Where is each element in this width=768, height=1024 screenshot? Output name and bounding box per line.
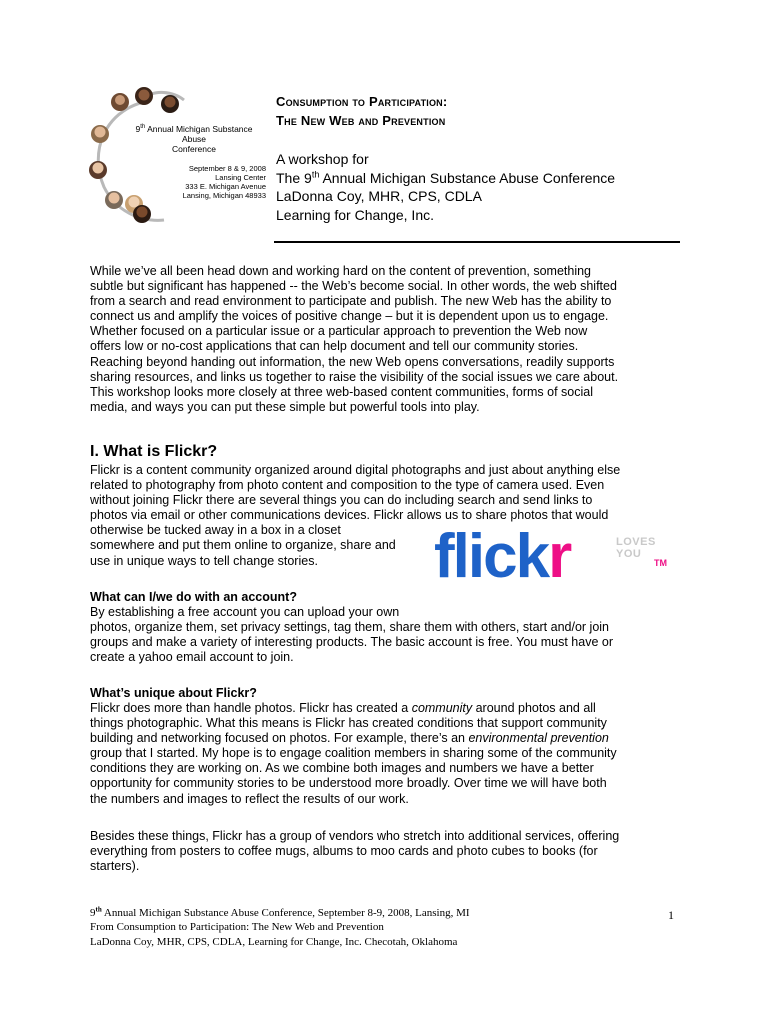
text-line: conditions they are working on. As we combine both images and numbers we have a better bbox=[90, 761, 594, 776]
text-line: photos, organize them, set privacy settings, tag them, share them with others, start and/or join bbox=[90, 620, 610, 635]
text-line: Besides these things, Flickr has a group of vendors who stretch into additional services, offering bbox=[90, 829, 620, 843]
conference-faces-graphic bbox=[84, 82, 270, 228]
text-line: Flickr is a content community organized around digital photographs and just about anything else bbox=[90, 463, 621, 477]
text-line: connect us and amplify the voices of positive change – but it is dependent upon us to engage. bbox=[90, 309, 609, 324]
title-line: The New Web and Prevention bbox=[276, 113, 446, 128]
account-paragraph bbox=[90, 605, 690, 665]
conference-venue: Lansing Center bbox=[215, 173, 266, 182]
footer-line: 9th Annual Michigan Substance Abuse Conference, September 8-9, 2008, Lansing, MI bbox=[90, 905, 470, 919]
page-number: 1 bbox=[668, 908, 674, 922]
subsection-heading: What’s unique about Flickr? bbox=[90, 686, 257, 700]
subtitle-line: A workshop for bbox=[276, 151, 369, 167]
footer-line: From Consumption to Participation: The New Web and Prevention bbox=[90, 921, 384, 934]
text-line: While we’ve all been head down and working hard on the content of prevention, something bbox=[90, 264, 592, 278]
subsection-heading: What can I/we do with an account? bbox=[90, 590, 297, 604]
conference-city: Lansing, Michigan 48933 bbox=[182, 191, 266, 200]
text-line: somewhere and put them online to organize, share and bbox=[90, 538, 396, 553]
trademark-mark: TM bbox=[654, 558, 667, 568]
footer-line: LaDonna Coy, MHR, CPS, CDLA, Learning for Change, Inc. Checotah, Oklahoma bbox=[90, 935, 458, 948]
text-line: By establishing a free account you can upload your own bbox=[90, 605, 400, 619]
unique-paragraph bbox=[90, 701, 690, 807]
face-icon bbox=[133, 205, 151, 223]
text-line: from a search and read environment to participate and publish. The new Web has the ability to bbox=[90, 294, 612, 309]
text-line: photos via email or other communications devices. Flickr allows us to share photos that would bbox=[90, 508, 609, 523]
conference-street: 333 E. Michigan Avenue bbox=[185, 182, 266, 191]
conference-logo bbox=[84, 82, 270, 228]
page-footer bbox=[90, 906, 470, 949]
text-line: group that I started. My hope is to engage coalition members in sharing some of the community bbox=[90, 746, 617, 761]
face-icon bbox=[161, 95, 179, 113]
text-line: This workshop looks more closely at three web-based content communities, forms of social bbox=[90, 384, 593, 399]
document-title bbox=[276, 92, 447, 130]
title-line: Consumption to Participation: bbox=[276, 94, 448, 109]
subtitle-line: The 9th Annual Michigan Substance Abuse Conference bbox=[276, 168, 616, 186]
text-line: Reaching beyond handing out information, the new Web opens conversations, readily supports bbox=[90, 354, 615, 369]
face-icon bbox=[105, 191, 123, 209]
face-icon bbox=[135, 87, 153, 105]
face-icon bbox=[91, 125, 109, 143]
section-heading: I. What is Flickr? bbox=[90, 443, 218, 460]
intro-paragraph bbox=[90, 264, 690, 415]
conference-date: September 8 & 9, 2008 bbox=[188, 164, 266, 173]
text-line: groups and make a variety of interesting products. The basic account is free. You must have or bbox=[90, 635, 613, 650]
text-line: starters). bbox=[90, 859, 140, 874]
header-divider bbox=[274, 241, 680, 243]
text-line: otherwise be tucked away in a box in a closet bbox=[90, 523, 341, 538]
flickr-logo bbox=[430, 522, 684, 594]
text-line: everything from posters to coffee mugs, albums to moo cards and photo cubes to books (for bbox=[90, 844, 598, 859]
text-line: Whether focused on a particular issue or a particular approach to prevention the Web now bbox=[90, 324, 588, 339]
conference-logo-title: 9th Annual Michigan Substance Abuse Conference bbox=[135, 124, 253, 154]
text-line: media, and ways you can put these simple but powerful tools into play. bbox=[90, 399, 480, 414]
flickr-wordmark: flickr bbox=[434, 522, 571, 591]
text-line: building and networking focused on photos. For example, there’s an environmental prevention bbox=[90, 731, 609, 746]
text-line: without joining Flickr there are several things you can do including search and send links to bbox=[90, 493, 593, 508]
author-line: LaDonna Coy, MHR, CPS, CDLA bbox=[276, 188, 482, 204]
vendors-paragraph bbox=[90, 829, 690, 874]
face-icon bbox=[89, 161, 107, 179]
text-line: things photographic. What this means is Flickr has created conditions that support community bbox=[90, 716, 607, 731]
text-line: opportunity for community stories to be understood more broadly. Over time we will have both bbox=[90, 776, 607, 791]
text-line: related to photography from photo content and composition to the type of camera used. Even bbox=[90, 478, 605, 493]
text-line: Flickr does more than handle photos. Flickr has created a community around photos and all bbox=[90, 701, 596, 715]
organization-line: Learning for Change, Inc. bbox=[276, 206, 434, 223]
text-line: the numbers and images to reflect the results of our work. bbox=[90, 791, 409, 806]
flickr-tagline: LOVES YOU bbox=[616, 536, 656, 560]
text-line: subtle but significant has happened -- the Web’s become social. In other words, the web shifted bbox=[90, 279, 617, 294]
face-icon bbox=[111, 93, 129, 111]
text-line: use in unique ways to tell change stories. bbox=[90, 553, 318, 568]
workshop-subtitle bbox=[276, 150, 615, 224]
text-line: create a yahoo email account to join. bbox=[90, 650, 294, 665]
text-line: sharing resources, and links us together to raise the visibility of the social issues we care about. bbox=[90, 369, 619, 384]
conference-logo-details bbox=[160, 164, 266, 200]
text-line: offers low or no-cost applications that can help document and tell our community stories. bbox=[90, 339, 579, 354]
